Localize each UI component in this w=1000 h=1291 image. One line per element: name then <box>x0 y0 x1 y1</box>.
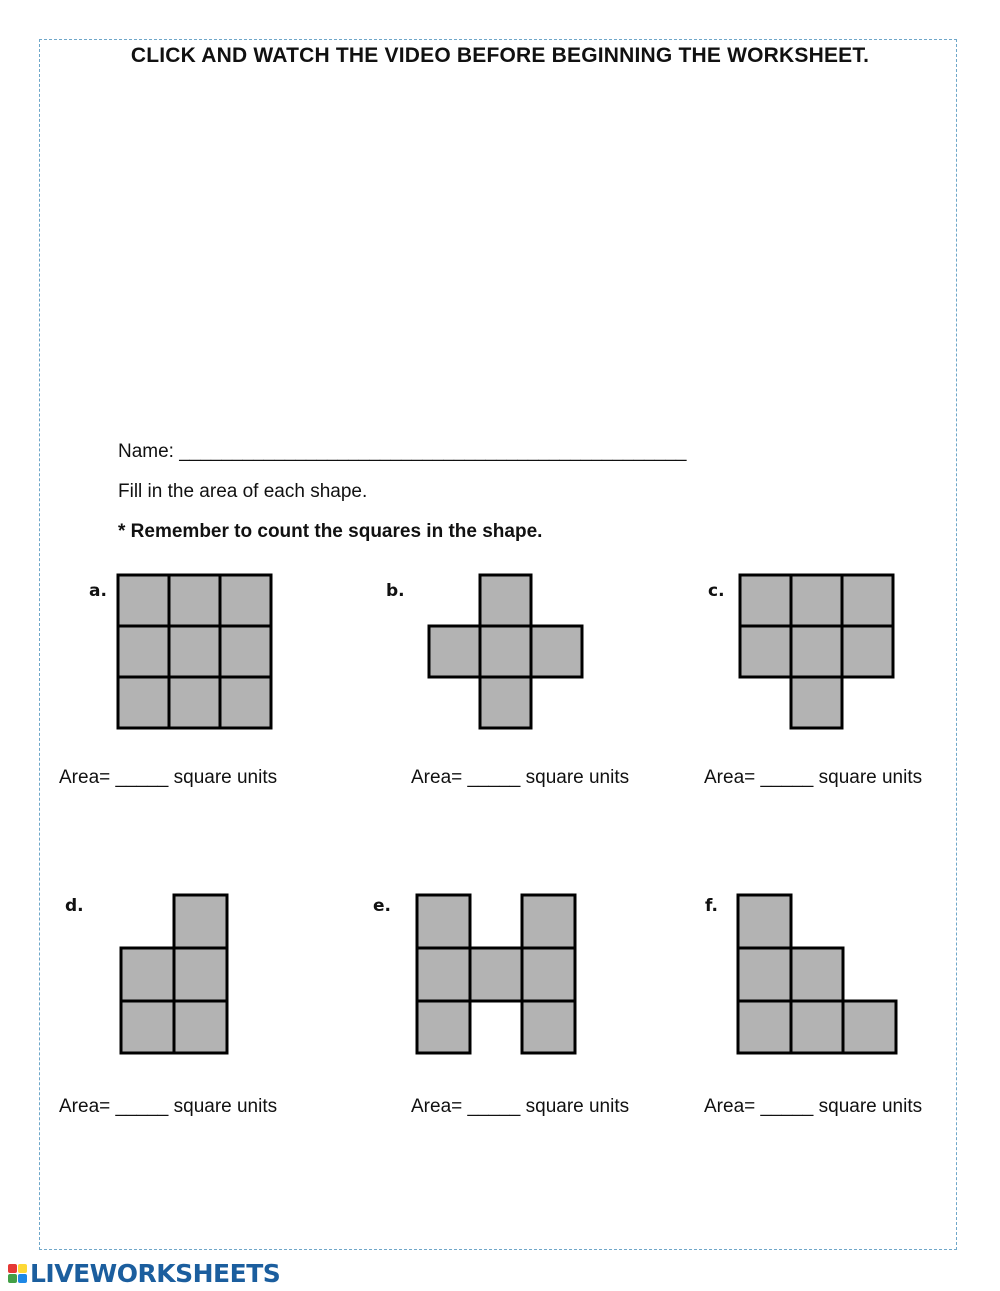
shape-c <box>738 573 896 731</box>
reminder-text: * Remember to count the squares in the shape. <box>118 521 543 542</box>
shape-f-label: f. <box>705 896 718 916</box>
instruction-text: Fill in the area of each shape. <box>118 481 368 502</box>
shape-b <box>427 573 585 731</box>
shape-e <box>415 893 578 1055</box>
shape-e-label: e. <box>373 896 391 916</box>
shape-c-label: c. <box>708 581 725 601</box>
video-instruction-heading: CLICK AND WATCH THE VIDEO BEFORE BEGINNING THE WORKSHEET. <box>130 44 870 67</box>
shape-d <box>119 893 229 1055</box>
shape-a-area-text: Area= _____ square units <box>59 767 278 788</box>
liveworksheets-logo-text: LIVEWORKSHEETS <box>30 1258 281 1288</box>
shape-b-area-text: Area= _____ square units <box>411 767 630 788</box>
shape-f-area-text: Area= _____ square units <box>704 1096 923 1117</box>
shape-e-area-text: Area= _____ square units <box>411 1096 630 1117</box>
liveworksheets-logo[interactable] <box>8 1257 280 1289</box>
shape-f <box>736 893 899 1055</box>
shape-d-label: d. <box>65 896 84 916</box>
name-field-label: Name: ________________________________________________ <box>118 441 687 462</box>
shape-d-area-text: Area= _____ square units <box>59 1096 278 1117</box>
liveworksheets-logo-icon <box>8 1264 27 1283</box>
shape-c-area-text: Area= _____ square units <box>704 767 923 788</box>
shape-a <box>116 573 274 731</box>
shape-b-label: b. <box>386 581 405 601</box>
shape-a-label: a. <box>89 581 107 601</box>
